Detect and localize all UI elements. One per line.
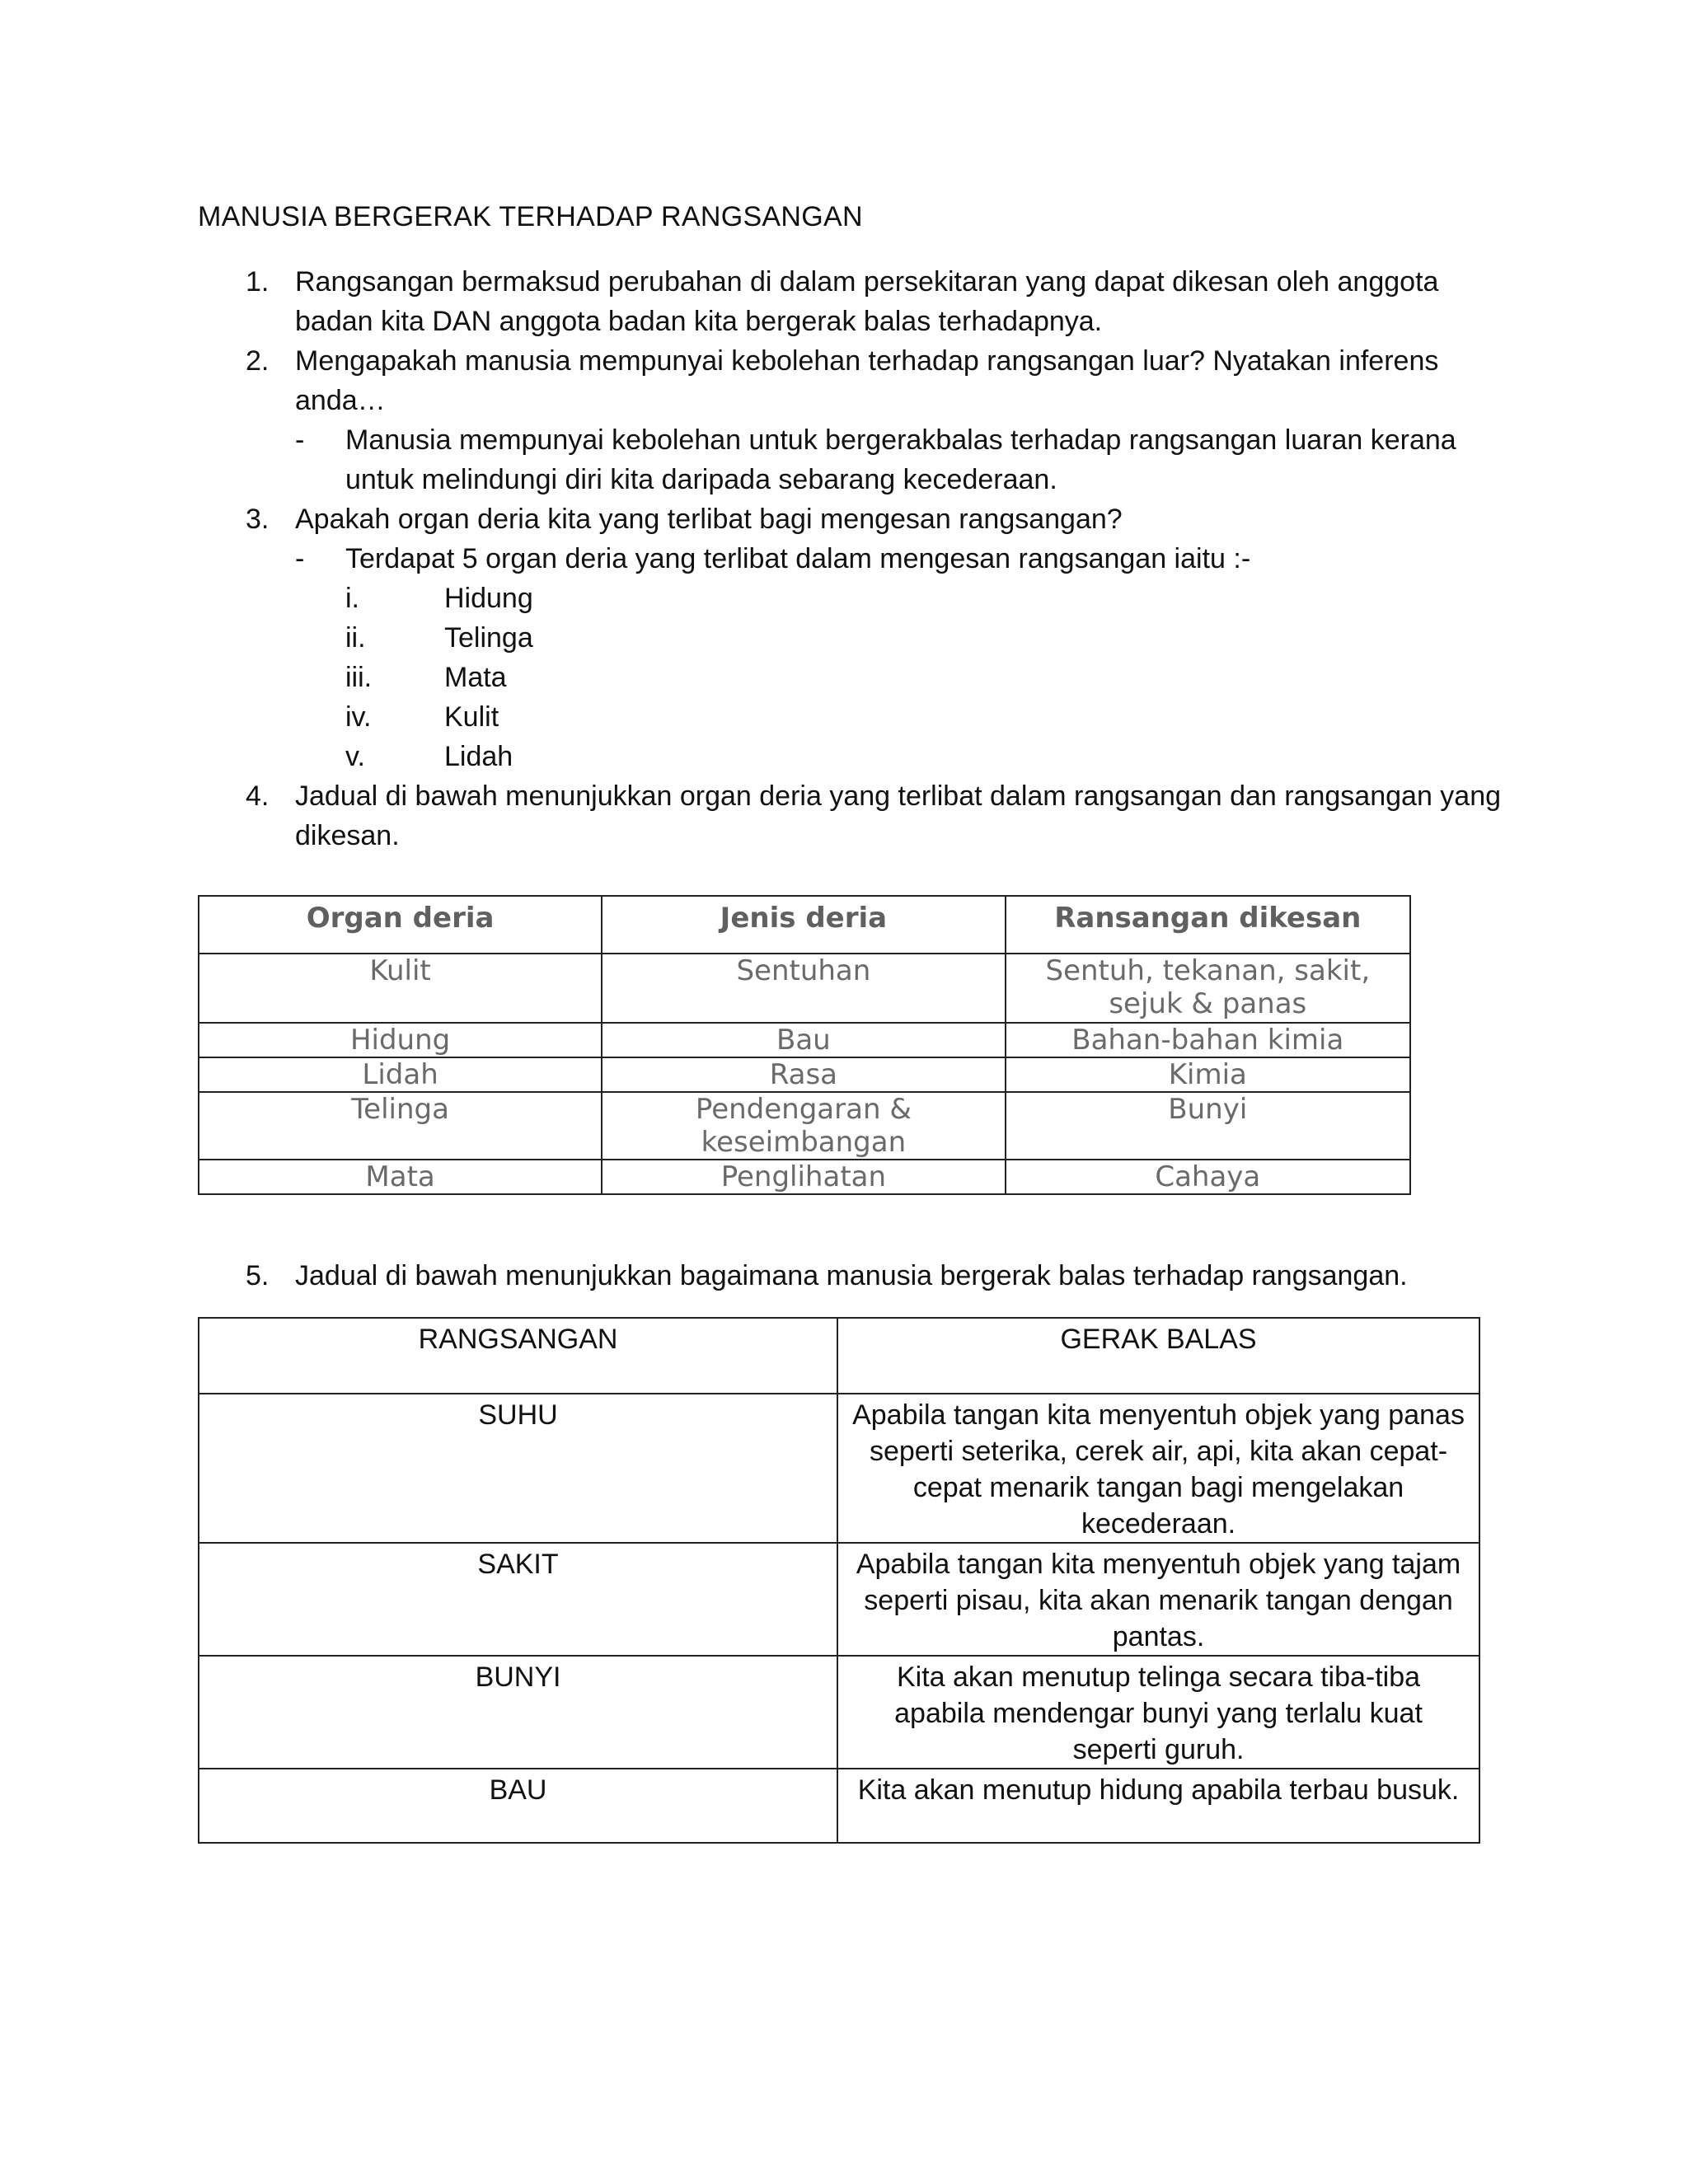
table-cell: Sentuhan — [602, 954, 1005, 1023]
question-text-line: Jadual di bawah menunjukkan bagaimana manusia bergerak balas terhadap rangsangan. — [295, 1260, 1408, 1291]
table-cell: Kulit — [199, 954, 602, 1023]
dash-bullet: - — [295, 424, 305, 456]
table-row — [199, 954, 1410, 1023]
table-row — [199, 1656, 1479, 1769]
table-header: Organ deria — [199, 896, 602, 954]
table-header: GERAK BALAS — [837, 1318, 1479, 1394]
table-row — [199, 1092, 1410, 1160]
cell-line: Sentuh, tekanan, sakit, — [1045, 954, 1371, 987]
table-header-row — [199, 1318, 1479, 1394]
organ-list-item — [198, 697, 1517, 737]
cell-line: Pendengaran & — [695, 1093, 912, 1126]
table-cell: Telinga — [199, 1092, 602, 1160]
page-title: MANUSIA BERGERAK TERHADAP RANGSANGAN — [198, 201, 863, 232]
sense-organ-table — [198, 895, 1411, 1195]
table-row — [199, 1543, 1479, 1656]
roman-numeral: v. — [345, 741, 365, 772]
question-2 — [198, 341, 1517, 381]
table-cell: Bau — [602, 1023, 1005, 1057]
roman-numeral: ii. — [345, 622, 366, 654]
table-cell: Penglihatan — [602, 1160, 1005, 1194]
table-cell: Rasa — [602, 1057, 1005, 1092]
cell-line: seperti guruh. — [1072, 1734, 1245, 1765]
cell-line: Apabila tangan kita menyentuh objek yang tajam — [856, 1549, 1461, 1580]
table-row — [199, 1394, 1479, 1543]
question-number: 2. — [246, 345, 270, 377]
cell-line: sejuk & panas — [1109, 987, 1307, 1020]
stimulus-cell: SUHU — [199, 1394, 837, 1543]
table-row — [199, 1769, 1479, 1843]
question-number: 4. — [246, 780, 270, 812]
response-cell — [837, 1543, 1479, 1656]
organ-list-item — [198, 618, 1517, 658]
question-5 — [198, 1256, 1517, 1296]
organ-list-item — [198, 579, 1517, 618]
question-text-line: badan kita DAN anggota badan kita bergerak balas terhadapnya. — [295, 306, 1103, 337]
cell-line: cepat menarik tangan bagi mengelakan — [912, 1472, 1404, 1503]
table-cell: Mata — [199, 1160, 602, 1194]
cell-line: apabila mendengar bunyi yang terlalu kuat — [894, 1698, 1423, 1729]
question-number: 5. — [246, 1260, 270, 1291]
question-list — [198, 262, 1517, 855]
table-cell: Cahaya — [1006, 1160, 1410, 1194]
roman-numeral: i. — [345, 583, 359, 614]
table-cell: Bunyi — [1006, 1092, 1410, 1160]
table-header-row — [199, 896, 1410, 954]
table-row — [199, 1057, 1410, 1092]
stimulus-cell: BAU — [199, 1769, 837, 1843]
table-header: Ransangan dikesan — [1006, 896, 1410, 954]
table-row — [199, 1023, 1410, 1057]
organ-list-item — [198, 658, 1517, 697]
answer — [198, 420, 1517, 460]
question-text-line: Jadual di bawah menunjukkan organ deria yang terlibat dalam rangsangan dan rangsangan yang — [295, 780, 1502, 812]
stimulus-response-table — [198, 1317, 1480, 1844]
organ-name: Mata — [444, 662, 507, 693]
cell-line: seperti pisau, kita akan menarik tangan dengan — [864, 1585, 1453, 1616]
cell-line: keseimbangan — [701, 1126, 907, 1159]
question-text-line: anda… — [295, 385, 386, 416]
cell-line: Kita akan menutup telinga secara tiba-tiba — [896, 1661, 1421, 1693]
table-cell — [1006, 954, 1410, 1023]
organ-name: Lidah — [444, 741, 513, 772]
cell-line: Kita akan menutup hidung apabila terbau busuk. — [857, 1774, 1460, 1806]
question-text-line: Mengapakah manusia mempunyai kebolehan terhadap rangsangan luar? Nyatakan inferens — [295, 345, 1439, 377]
answer-text-line: Terdapat 5 organ deria yang terlibat dalam mengesan rangsangan iaitu :- — [345, 543, 1251, 574]
question-3 — [198, 499, 1517, 539]
response-cell — [837, 1394, 1479, 1543]
organ-name: Kulit — [444, 701, 499, 733]
cell-line: kecederaan. — [1081, 1508, 1236, 1540]
response-cell — [837, 1656, 1479, 1769]
question-text-line: Apakah organ deria kita yang terlibat bagi mengesan rangsangan? — [295, 504, 1123, 535]
table-cell — [602, 1092, 1005, 1160]
organ-name: Hidung — [444, 583, 533, 614]
table-header: Jenis deria — [602, 896, 1005, 954]
answer-text-line: untuk melindungi diri kita daripada sebarang kecederaan. — [345, 464, 1057, 495]
organ-list-item — [198, 737, 1517, 776]
stimulus-cell: BUNYI — [199, 1656, 837, 1769]
table-row — [199, 1160, 1410, 1194]
cell-line: seperti seterika, cerek air, api, kita akan cepat- — [869, 1436, 1448, 1467]
cell-line: pantas. — [1112, 1621, 1205, 1652]
stimulus-cell: SAKIT — [199, 1543, 837, 1656]
table-cell: Lidah — [199, 1057, 602, 1092]
question-4 — [198, 776, 1517, 816]
table-cell: Kimia — [1006, 1057, 1410, 1092]
cell-line: Apabila tangan kita menyentuh objek yang panas — [852, 1399, 1465, 1431]
question-text-line: Rangsangan bermaksud perubahan di dalam persekitaran yang dapat dikesan oleh anggota — [295, 266, 1439, 298]
dash-bullet: - — [295, 543, 305, 574]
answer-text-line: Manusia mempunyai kebolehan untuk bergerakbalas terhadap rangsangan luaran kerana — [345, 424, 1456, 456]
question-1 — [198, 262, 1517, 302]
table-cell: Hidung — [199, 1023, 602, 1057]
question-text-line: dikesan. — [295, 820, 400, 851]
response-cell — [837, 1769, 1479, 1843]
table-header: RANGSANGAN — [199, 1318, 837, 1394]
question-number: 3. — [246, 504, 270, 535]
table-cell: Bahan-bahan kimia — [1006, 1023, 1410, 1057]
roman-numeral: iii. — [345, 662, 373, 693]
roman-numeral: iv. — [345, 701, 372, 733]
answer — [198, 539, 1517, 579]
question-number: 1. — [246, 266, 270, 298]
organ-name: Telinga — [444, 622, 533, 654]
